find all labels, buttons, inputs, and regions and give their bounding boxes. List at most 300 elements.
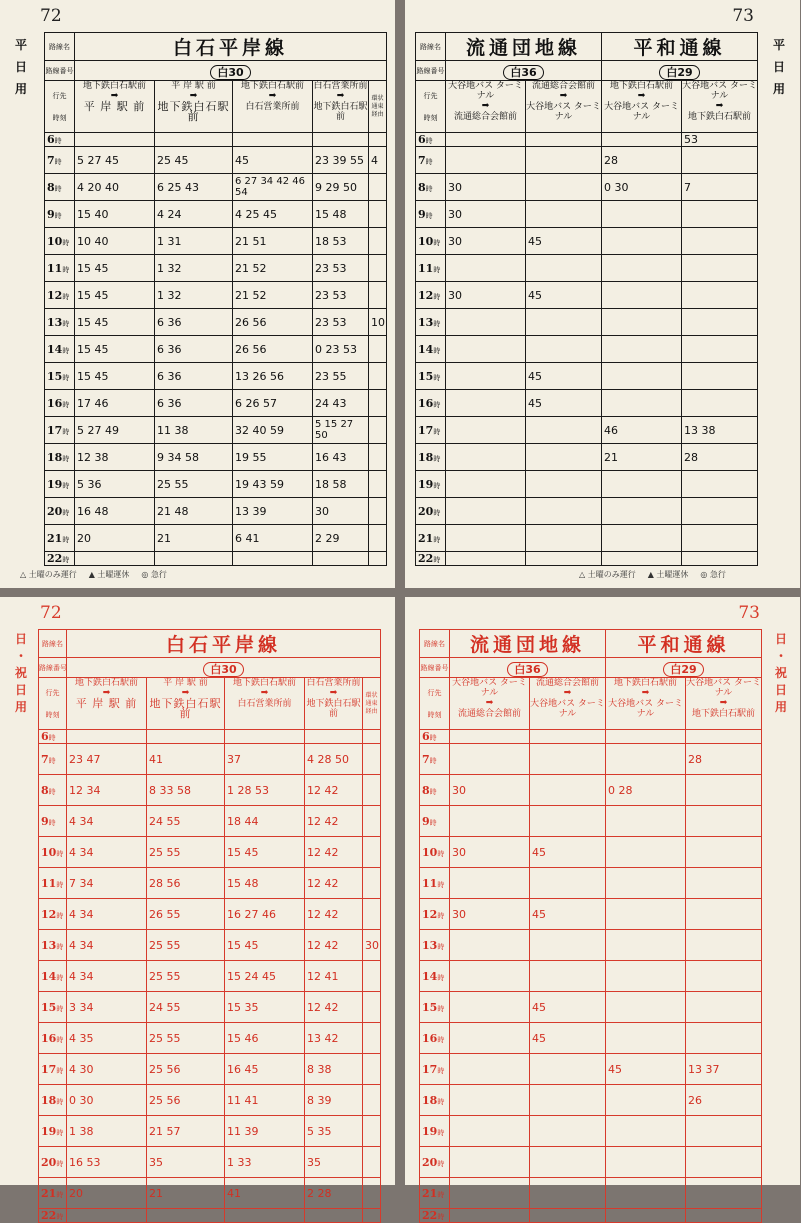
departure-minutes — [155, 552, 233, 566]
hour-row — [420, 1085, 762, 1116]
line-name-label: 路線名 — [39, 630, 67, 658]
hour-value: 11 — [47, 261, 63, 275]
hour-value: 15 — [422, 1000, 438, 1014]
hour-suffix: 時 — [433, 454, 441, 463]
departure-minutes — [682, 552, 758, 566]
departure-minutes — [686, 961, 762, 992]
hour-value: 22 — [422, 1209, 438, 1222]
departure-minutes — [530, 1116, 606, 1147]
departure-minutes — [530, 730, 606, 744]
hour-value: 20 — [422, 1155, 438, 1169]
hour-value: 13 — [41, 938, 57, 952]
hour-suffix: 時 — [437, 849, 445, 858]
departure-minutes: 25 45 — [155, 147, 233, 174]
header-row — [45, 81, 387, 133]
hour-suffix: 時 — [425, 137, 433, 145]
departure-minutes: 15 35 — [225, 992, 305, 1023]
hour-label: 時刻 — [52, 113, 67, 122]
departure-minutes — [602, 363, 682, 390]
timetable-page-weekday-72 — [0, 0, 395, 588]
hour-value: 14 — [422, 969, 438, 983]
hour-value: 16 — [422, 1031, 438, 1045]
departure-minutes — [686, 1023, 762, 1054]
departure-minutes — [530, 961, 606, 992]
departure-minutes — [67, 730, 147, 744]
hour-cell — [416, 336, 446, 363]
side-char: 日 — [774, 683, 787, 697]
hour-suffix: 時 — [62, 373, 70, 382]
dest-hour-label — [420, 678, 450, 730]
hour-suffix: 時 — [433, 292, 441, 301]
timetable-page-weekday-73 — [405, 0, 800, 588]
hour-row — [416, 336, 758, 363]
departure-minutes — [450, 1085, 530, 1116]
origin-label: 大谷地バス ターミナル — [686, 678, 761, 698]
departure-minutes — [682, 471, 758, 498]
departure-minutes: 19 43 59 — [233, 471, 313, 498]
departure-minutes: 1 33 — [225, 1147, 305, 1178]
origin-label: 大谷地バス ターミナル — [452, 678, 527, 698]
departure-minutes: 10 40 — [75, 228, 155, 255]
direction-arrow-icon: ➡ — [715, 101, 724, 111]
route-number-label: 路線番号 — [420, 658, 450, 678]
departure-minutes — [450, 868, 530, 899]
hour-value: 6 — [422, 730, 430, 743]
departure-minutes — [526, 174, 602, 201]
departure-minutes: 25 55 — [147, 837, 225, 868]
hour-cell — [45, 147, 75, 174]
hour-cell — [416, 147, 446, 174]
departure-minutes — [606, 744, 686, 775]
departure-minutes — [363, 868, 381, 899]
departure-minutes — [606, 1116, 686, 1147]
hour-value: 22 — [41, 1209, 57, 1222]
departure-minutes: 20 — [75, 525, 155, 552]
departure-minutes: 15 48 — [313, 201, 369, 228]
departure-minutes: 23 47 — [67, 744, 147, 775]
departure-minutes: 15 45 — [75, 309, 155, 336]
hour-row — [45, 471, 387, 498]
hour-row — [39, 1147, 381, 1178]
route-number-label: 路線番号 — [416, 61, 446, 81]
hour-suffix: 時 — [437, 1159, 445, 1168]
departure-minutes: 6 27 34 42 46 54 — [233, 174, 313, 201]
hour-row — [39, 730, 381, 744]
departure-minutes: 0 23 53 — [313, 336, 369, 363]
header-row — [416, 81, 758, 133]
departure-minutes: 16 48 — [75, 498, 155, 525]
departure-minutes: 15 45 — [225, 837, 305, 868]
timetable-page-holiday-72 — [0, 597, 395, 1222]
departure-minutes — [606, 1147, 686, 1178]
hour-row — [39, 899, 381, 930]
hour-value: 22 — [47, 552, 63, 565]
hour-row — [420, 837, 762, 868]
direction-arrow-icon: ➡ — [481, 101, 490, 111]
departure-minutes: 11 38 — [155, 417, 233, 444]
destination-label: 流通総合会館前 — [457, 709, 521, 719]
departure-minutes — [530, 1209, 606, 1223]
destination-header — [686, 678, 762, 730]
line-title: 平和通線 — [602, 33, 758, 61]
hour-suffix: 時 — [429, 756, 437, 765]
departure-minutes: 30 — [450, 837, 530, 868]
departure-minutes: 9 34 58 — [155, 444, 233, 471]
departure-minutes: 45 — [526, 363, 602, 390]
hour-suffix: 時 — [56, 1128, 64, 1137]
hour-row — [39, 1085, 381, 1116]
destination-header — [450, 678, 530, 730]
hour-suffix: 時 — [48, 734, 56, 742]
hour-cell — [416, 444, 446, 471]
departure-minutes — [530, 806, 606, 837]
departure-minutes — [686, 837, 762, 868]
departure-minutes — [602, 525, 682, 552]
departure-minutes: 6 36 — [155, 363, 233, 390]
hour-cell — [420, 1209, 450, 1223]
destination-header — [606, 678, 686, 730]
departure-minutes — [363, 730, 381, 744]
route-row — [416, 61, 758, 81]
dest-label: 行先 — [45, 688, 60, 697]
departure-minutes: 45 — [606, 1054, 686, 1085]
departure-minutes: 23 53 — [313, 282, 369, 309]
side-char: 日 — [14, 683, 27, 697]
departure-minutes: 6 25 43 — [155, 174, 233, 201]
departure-minutes — [446, 525, 526, 552]
hour-suffix: 時 — [429, 818, 437, 827]
hour-cell — [39, 1147, 67, 1178]
hour-cell — [416, 133, 446, 147]
departure-minutes: 18 53 — [313, 228, 369, 255]
hour-row — [420, 1023, 762, 1054]
hour-row — [420, 1147, 762, 1178]
departure-minutes: 7 — [682, 174, 758, 201]
hour-cell — [39, 837, 67, 868]
departure-minutes: 13 26 56 — [233, 363, 313, 390]
hour-suffix: 時 — [62, 346, 70, 355]
destination-header — [602, 81, 682, 133]
departure-minutes: 4 30 — [67, 1054, 147, 1085]
hour-row — [416, 201, 758, 228]
hour-cell — [39, 899, 67, 930]
departure-minutes — [682, 525, 758, 552]
departure-minutes: 13 37 — [686, 1054, 762, 1085]
departure-minutes — [682, 390, 758, 417]
hour-cell — [39, 961, 67, 992]
departure-minutes — [526, 336, 602, 363]
departure-minutes: 5 27 49 — [75, 417, 155, 444]
hour-value: 7 — [418, 153, 426, 167]
destination-label: 白石営業所前 — [237, 699, 292, 709]
hour-value: 17 — [41, 1062, 57, 1076]
hour-value: 13 — [422, 938, 438, 952]
departure-minutes: 30 — [446, 282, 526, 309]
side-char: ・ — [774, 649, 787, 663]
departure-minutes: 16 43 — [313, 444, 369, 471]
side-char: 日 — [774, 632, 787, 646]
hour-value: 10 — [418, 234, 434, 248]
departure-minutes — [446, 417, 526, 444]
route-badge — [446, 61, 602, 81]
departure-minutes — [606, 930, 686, 961]
hour-row — [416, 309, 758, 336]
departure-minutes: 15 45 — [75, 282, 155, 309]
hour-cell — [416, 417, 446, 444]
side-char: 平 — [772, 38, 785, 52]
route-number: 白30 — [210, 65, 250, 80]
hour-suffix: 時 — [62, 535, 70, 544]
departure-minutes: 26 55 — [147, 899, 225, 930]
hour-value: 19 — [422, 1124, 438, 1138]
departure-minutes — [682, 255, 758, 282]
direction-arrow-icon: ➡ — [485, 698, 494, 708]
origin-label: 流通総合会館前 — [532, 81, 596, 91]
hour-row — [416, 390, 758, 417]
departure-minutes: 12 42 — [305, 775, 363, 806]
departure-minutes — [363, 1085, 381, 1116]
hour-cell — [45, 133, 75, 147]
hour-suffix: 時 — [437, 1066, 445, 1075]
departure-minutes — [526, 255, 602, 282]
hour-cell — [420, 744, 450, 775]
hour-suffix: 時 — [433, 265, 441, 274]
departure-minutes: 12 42 — [305, 806, 363, 837]
hour-value: 18 — [47, 450, 63, 464]
hour-suffix: 時 — [433, 238, 441, 247]
destination-label: 地下鉄白石駅前 — [149, 697, 222, 720]
dest-label: 行先 — [423, 91, 438, 100]
departure-minutes: 21 52 — [233, 255, 313, 282]
departure-minutes: 28 — [686, 744, 762, 775]
hour-cell — [45, 363, 75, 390]
departure-minutes — [363, 961, 381, 992]
departure-minutes: 30 — [313, 498, 369, 525]
departure-minutes: 45 — [530, 1023, 606, 1054]
departure-minutes: 15 48 — [225, 868, 305, 899]
departure-minutes — [363, 1209, 381, 1223]
departure-minutes — [450, 1178, 530, 1209]
departure-minutes — [369, 174, 387, 201]
timetable-page-holiday-73 — [405, 597, 800, 1222]
hour-value: 13 — [418, 315, 434, 329]
origin-label: 地下鉄白石駅前 — [610, 81, 674, 91]
hour-cell — [39, 868, 67, 899]
side-char: 日 — [772, 60, 785, 74]
hour-cell — [416, 525, 446, 552]
departure-minutes: 19 55 — [233, 444, 313, 471]
hour-cell — [45, 498, 75, 525]
hour-cell — [39, 1085, 67, 1116]
departure-minutes: 23 39 55 — [313, 147, 369, 174]
departure-minutes: 24 43 — [313, 390, 369, 417]
hour-cell — [45, 309, 75, 336]
hour-value: 21 — [41, 1186, 57, 1200]
hour-suffix: 時 — [433, 319, 441, 328]
hour-cell — [420, 899, 450, 930]
hour-row — [420, 930, 762, 961]
departure-minutes: 21 — [147, 1178, 225, 1209]
departure-minutes — [686, 1209, 762, 1223]
departure-minutes — [606, 837, 686, 868]
departure-minutes: 12 42 — [305, 837, 363, 868]
hour-value: 11 — [41, 876, 57, 890]
route-number: 白29 — [659, 65, 699, 80]
hour-suffix: 時 — [56, 1004, 64, 1013]
hour-value: 9 — [422, 814, 430, 828]
page-number: 72 — [40, 6, 62, 26]
departure-minutes — [233, 552, 313, 566]
hour-cell — [420, 868, 450, 899]
hour-cell — [420, 837, 450, 868]
dest-hour-label — [416, 81, 446, 133]
hour-suffix: 時 — [425, 184, 433, 193]
departure-minutes: 21 — [602, 444, 682, 471]
departure-minutes — [155, 133, 233, 147]
departure-minutes — [225, 730, 305, 744]
hour-label: 時刻 — [45, 710, 60, 719]
hour-cell — [416, 228, 446, 255]
hour-value: 15 — [418, 369, 434, 383]
departure-minutes: 5 15 27 50 — [313, 417, 369, 444]
departure-minutes — [686, 730, 762, 744]
hour-cell — [420, 992, 450, 1023]
departure-minutes: 2 28 — [305, 1178, 363, 1209]
departure-minutes — [450, 961, 530, 992]
departure-minutes — [450, 1209, 530, 1223]
legend-item: ▲ 土曜運休 — [88, 570, 130, 579]
departure-minutes — [602, 201, 682, 228]
departure-minutes — [606, 1023, 686, 1054]
hour-cell — [416, 255, 446, 282]
departure-minutes: 4 25 45 — [233, 201, 313, 228]
destination-header — [155, 81, 233, 133]
hour-cell — [39, 730, 67, 744]
hour-row — [45, 444, 387, 471]
line-title: 流通団地線 — [446, 33, 602, 61]
departure-minutes — [530, 1085, 606, 1116]
departure-minutes: 30 — [363, 930, 381, 961]
departure-minutes: 12 42 — [305, 899, 363, 930]
destination-header — [233, 81, 313, 133]
departure-minutes: 23 53 — [313, 255, 369, 282]
departure-minutes: 21 57 — [147, 1116, 225, 1147]
destination-label: 地下鉄白石駅前 — [313, 102, 368, 122]
hour-suffix: 時 — [437, 1097, 445, 1106]
departure-minutes: 15 45 — [75, 363, 155, 390]
departure-minutes — [530, 1178, 606, 1209]
route-badge — [602, 61, 758, 81]
departure-minutes — [147, 1209, 225, 1223]
origin-label: 白石営業所前 — [306, 678, 361, 688]
departure-minutes: 5 36 — [75, 471, 155, 498]
title-row — [420, 630, 762, 658]
origin-label: 平 岸 駅 前 — [163, 678, 208, 688]
departure-minutes — [225, 1209, 305, 1223]
line-name-label: 路線名 — [45, 33, 75, 61]
hour-cell — [416, 174, 446, 201]
hour-suffix: 時 — [433, 535, 441, 544]
departure-minutes — [313, 552, 369, 566]
header-row — [39, 678, 381, 730]
extra-route-header: 環状通東経由 — [363, 678, 381, 730]
weekday-side-label — [14, 34, 28, 100]
hour-row — [420, 1178, 762, 1209]
departure-minutes — [369, 336, 387, 363]
route-badge — [450, 658, 606, 678]
hour-value: 12 — [47, 288, 63, 302]
departure-minutes — [530, 775, 606, 806]
departure-minutes — [446, 444, 526, 471]
hour-row — [420, 806, 762, 837]
hour-row — [45, 174, 387, 201]
departure-minutes — [446, 336, 526, 363]
origin-label: 平 岸 駅 前 — [171, 81, 216, 91]
departure-minutes — [369, 363, 387, 390]
direction-arrow-icon: ➡ — [641, 688, 650, 698]
hour-row — [39, 992, 381, 1023]
departure-minutes: 6 36 — [155, 309, 233, 336]
direction-arrow-icon: ➡ — [559, 91, 568, 101]
departure-minutes — [305, 1209, 363, 1223]
hour-row — [45, 133, 387, 147]
legend-item: △ 土曜のみ運行 — [20, 570, 77, 579]
departure-minutes — [530, 744, 606, 775]
hour-row — [45, 201, 387, 228]
timetable — [44, 32, 387, 566]
departure-minutes — [602, 552, 682, 566]
departure-minutes — [446, 552, 526, 566]
departure-minutes — [682, 147, 758, 174]
holiday-side-label — [14, 631, 28, 716]
direction-arrow-icon: ➡ — [268, 91, 277, 101]
departure-minutes — [526, 525, 602, 552]
hour-value: 19 — [47, 477, 63, 491]
hour-value: 10 — [422, 845, 438, 859]
direction-arrow-icon: ➡ — [719, 698, 728, 708]
departure-minutes: 45 — [526, 228, 602, 255]
hour-row — [420, 744, 762, 775]
line-title: 白石平岸線 — [67, 630, 381, 658]
hour-cell — [39, 1178, 67, 1209]
side-char: 用 — [14, 700, 27, 714]
hour-value: 7 — [41, 752, 49, 766]
hour-value: 7 — [47, 153, 55, 167]
side-char: 用 — [774, 700, 787, 714]
departure-minutes: 30 — [450, 899, 530, 930]
hour-value: 16 — [47, 396, 63, 410]
side-char: 用 — [772, 82, 785, 96]
legend-item: ▲ 土曜運休 — [647, 570, 689, 579]
departure-minutes: 25 56 — [147, 1085, 225, 1116]
hour-cell — [45, 255, 75, 282]
hour-suffix: 時 — [433, 556, 441, 564]
route-number: 白29 — [663, 662, 703, 677]
origin-label: 地下鉄白石駅前 — [232, 678, 296, 688]
departure-minutes: 10 — [369, 309, 387, 336]
origin-label: 地下鉄白石駅前 — [74, 678, 138, 688]
hour-suffix: 時 — [62, 481, 70, 490]
legend-item: ◎ 急行 — [700, 570, 726, 579]
hour-row — [416, 282, 758, 309]
hour-cell — [39, 930, 67, 961]
departure-minutes: 6 41 — [233, 525, 313, 552]
route-row — [420, 658, 762, 678]
hour-suffix: 時 — [433, 346, 441, 355]
legend — [20, 569, 179, 580]
departure-minutes — [686, 992, 762, 1023]
departure-minutes: 4 34 — [67, 899, 147, 930]
